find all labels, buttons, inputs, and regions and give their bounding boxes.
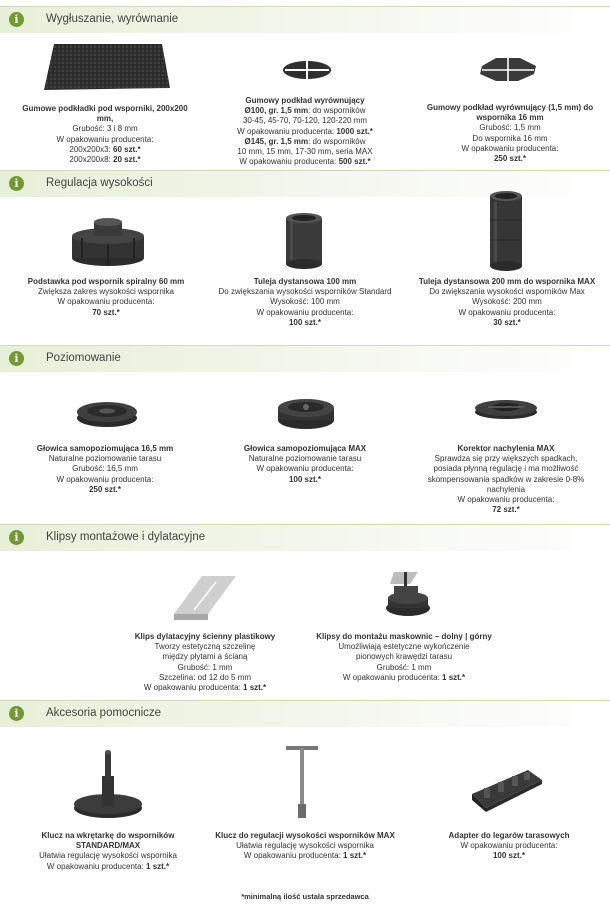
product-slope-corrector [408, 444, 604, 515]
product-qty: 250 szt.* [88, 484, 122, 494]
product-line: Umożliwiają estetyczne wykończenie [338, 642, 470, 652]
product-line: 200x200x3: 60 szt.* [69, 144, 141, 154]
product-drill-key [20, 831, 196, 872]
section-header-klipsy [0, 524, 610, 551]
adjustment-key-image [284, 744, 320, 824]
product-line: W opakowaniu producenta: [457, 495, 555, 505]
product-qty: 100 szt.* [492, 851, 526, 861]
info-icon: i [9, 706, 24, 721]
spacer-sleeve-200-image [486, 190, 526, 272]
product-name: Podstawka pod wspornik spiralny 60 mm [27, 277, 185, 286]
wall-clip-image [172, 574, 238, 622]
product-line: Ø100, gr. 1,5 mm: do wsporników [244, 106, 366, 116]
product-line: W opakowaniu producenta: 1 szt.* [243, 851, 367, 861]
footnote: *minimalną ilość ustala sprzedawca [241, 892, 369, 901]
product-name: Gumowe podkładki pod wsporniki, 200x200 mm, [22, 104, 188, 124]
product-name: Klucz na wkrętarkę do wsporników STANDARD/MAX [41, 831, 175, 851]
slope-corrector-image [474, 396, 538, 420]
product-line: W opakowaniu producenta: [256, 307, 354, 317]
product-line: Naturalne poziomowanie tarasu [48, 454, 162, 464]
product-line: Ułatwia regulację wysokości wspornika [39, 851, 177, 861]
section-header-poziomowanie [0, 345, 610, 372]
product-line: posiada płynną regulację i ma możliwość [433, 464, 579, 474]
product-self-leveling-head-max [212, 444, 398, 485]
product-line: Wysokość: 200 mm [472, 297, 542, 307]
product-qty: 250 szt.* [493, 154, 527, 164]
product-name: Klucz do regulacji wysokości wsporników MAX [215, 831, 395, 840]
product-line: Do zwiększania wysokości wsporników Standard [218, 287, 392, 297]
joist-adapter-image [468, 764, 544, 814]
product-line: 30-45, 45-70, 70-120, 120-220 mm [242, 116, 368, 126]
product-line: nachylenia [486, 484, 526, 494]
product-name: Adapter do legarów tarasowych [448, 831, 570, 840]
drill-key-image [72, 748, 144, 822]
product-fascia-clip [304, 632, 504, 683]
product-spiral-base [18, 277, 194, 318]
product-spacer-sleeve-200 [414, 277, 600, 328]
product-line: W opakowaniu producenta: [56, 134, 154, 144]
product-line: Ø145, gr. 1,5 mm: do wsporników [244, 136, 366, 146]
info-icon: i [9, 530, 24, 545]
product-thin-leveling-pad [420, 103, 600, 164]
product-name: Klipsy do montażu maskownic – dolny | górny [316, 632, 492, 641]
info-icon: i [9, 12, 24, 27]
self-leveling-head-image [76, 398, 138, 428]
product-line: Grubość: 1,5 mm [479, 123, 541, 133]
section-title: Wygłuszanie, wyrównanie [46, 13, 179, 25]
product-line: Szczelina: od 12 do 5 mm [158, 672, 252, 682]
section-header-akcesoria [0, 700, 610, 727]
product-name: Głowica samopoziomująca MAX [243, 444, 367, 453]
product-adjustment-key [204, 831, 406, 862]
section-title: Klipsy montażowe i dylatacyjne [46, 531, 206, 543]
product-line: 10 mm, 15 mm, 17-30 mm, seria MAX [237, 147, 373, 157]
product-line: Grubość: 1 mm [177, 662, 233, 672]
product-line: W opakowaniu producenta: [256, 464, 354, 474]
product-line: Do zwiększania wysokości wsporników Max [429, 287, 585, 297]
product-name: Tuleja dystansowa 200 mm do wspornika MAX [418, 277, 596, 286]
product-line: W opakowaniu producenta: [56, 474, 154, 484]
section-title: Akcesoria pomocnicze [46, 707, 162, 719]
product-line: skompensowania spadków w zakresie 0-8% [427, 474, 585, 484]
product-self-leveling-head [20, 444, 190, 495]
product-line: Wysokość: 100 mm [270, 297, 340, 307]
thin-leveling-pad-image [476, 56, 540, 82]
product-name: Gumowy podkład wyrównujący [245, 96, 365, 105]
spacer-sleeve-100-image [284, 212, 324, 270]
section-header-wygluszanie [0, 6, 610, 33]
product-line: W opakowaniu producenta: 1 szt.* [342, 672, 466, 682]
product-line: W opakowaniu producenta: 1000 szt.* [237, 126, 373, 136]
product-line: Tworzy estetyczną szczelinę [154, 642, 256, 652]
product-leveling-disc [212, 96, 398, 167]
product-line: W opakowaniu producenta: [458, 307, 556, 317]
product-line: W opakowaniu producenta: [460, 841, 558, 851]
section-title: Regulacja wysokości [46, 177, 153, 189]
product-line: W opakowaniu producenta: 500 szt.* [239, 157, 371, 167]
product-line: Do wspornika 16 mm [472, 133, 548, 143]
product-spacer-sleeve-100 [208, 277, 402, 328]
product-qty: 100 szt.* [288, 317, 322, 327]
product-qty: 30 szt.* [493, 317, 521, 327]
product-line: W opakowaniu producenta: 1 szt.* [143, 683, 267, 693]
product-line: Sprawdza się przy większych spadkach, [434, 454, 578, 464]
product-name: Gumowy podkład wyrównujący (1,5 mm) do wspornika 16 mm [426, 103, 594, 123]
rubber-pad-image [42, 42, 172, 94]
info-icon: i [9, 176, 24, 191]
product-wall-clip [122, 632, 288, 693]
info-icon: i [9, 351, 24, 366]
product-name: Klips dylatacyjny ścienny plastikowy [134, 632, 276, 641]
product-line: Grubość: 3 i 8 mm [72, 124, 138, 134]
product-qty: 70 szt.* [92, 307, 120, 317]
product-line: Ułatwia regulację wysokości wspornika [236, 841, 374, 851]
product-line: 200x200x8: 20 szt.* [69, 155, 141, 165]
product-name: Tuleja dystansowa 100 mm [253, 277, 357, 286]
product-line: Grubość: 16,5 mm [72, 464, 138, 474]
product-line: W opakowaniu producenta: [57, 297, 155, 307]
product-rubber-pad [20, 104, 190, 165]
product-name: Głowica samopoziomująca 16,5 mm [36, 444, 174, 453]
product-line: Naturalne poziomowanie tarasu [248, 454, 362, 464]
product-joist-adapter [422, 831, 596, 862]
self-leveling-head-max-image [276, 394, 336, 430]
spiral-base-image [70, 214, 146, 268]
product-line: Grubość: 1 mm [376, 662, 432, 672]
product-name: Korektor nachylenia MAX [457, 444, 555, 453]
product-line: między płytami a ścianą [162, 652, 248, 662]
product-line: W opakowaniu producenta: [461, 143, 559, 153]
product-line: pionowych krawędzi tarasu [355, 652, 453, 662]
product-line: Zwiększa zakres wysokości wspornika [37, 287, 175, 297]
product-line: W opakowaniu producenta: 1 szt.* [46, 861, 170, 871]
product-qty: 100 szt.* [288, 474, 322, 484]
fascia-clip-image [380, 568, 436, 624]
section-title: Poziomowanie [46, 352, 121, 364]
leveling-disc-image [282, 60, 332, 80]
product-qty: 72 szt.* [492, 505, 520, 515]
